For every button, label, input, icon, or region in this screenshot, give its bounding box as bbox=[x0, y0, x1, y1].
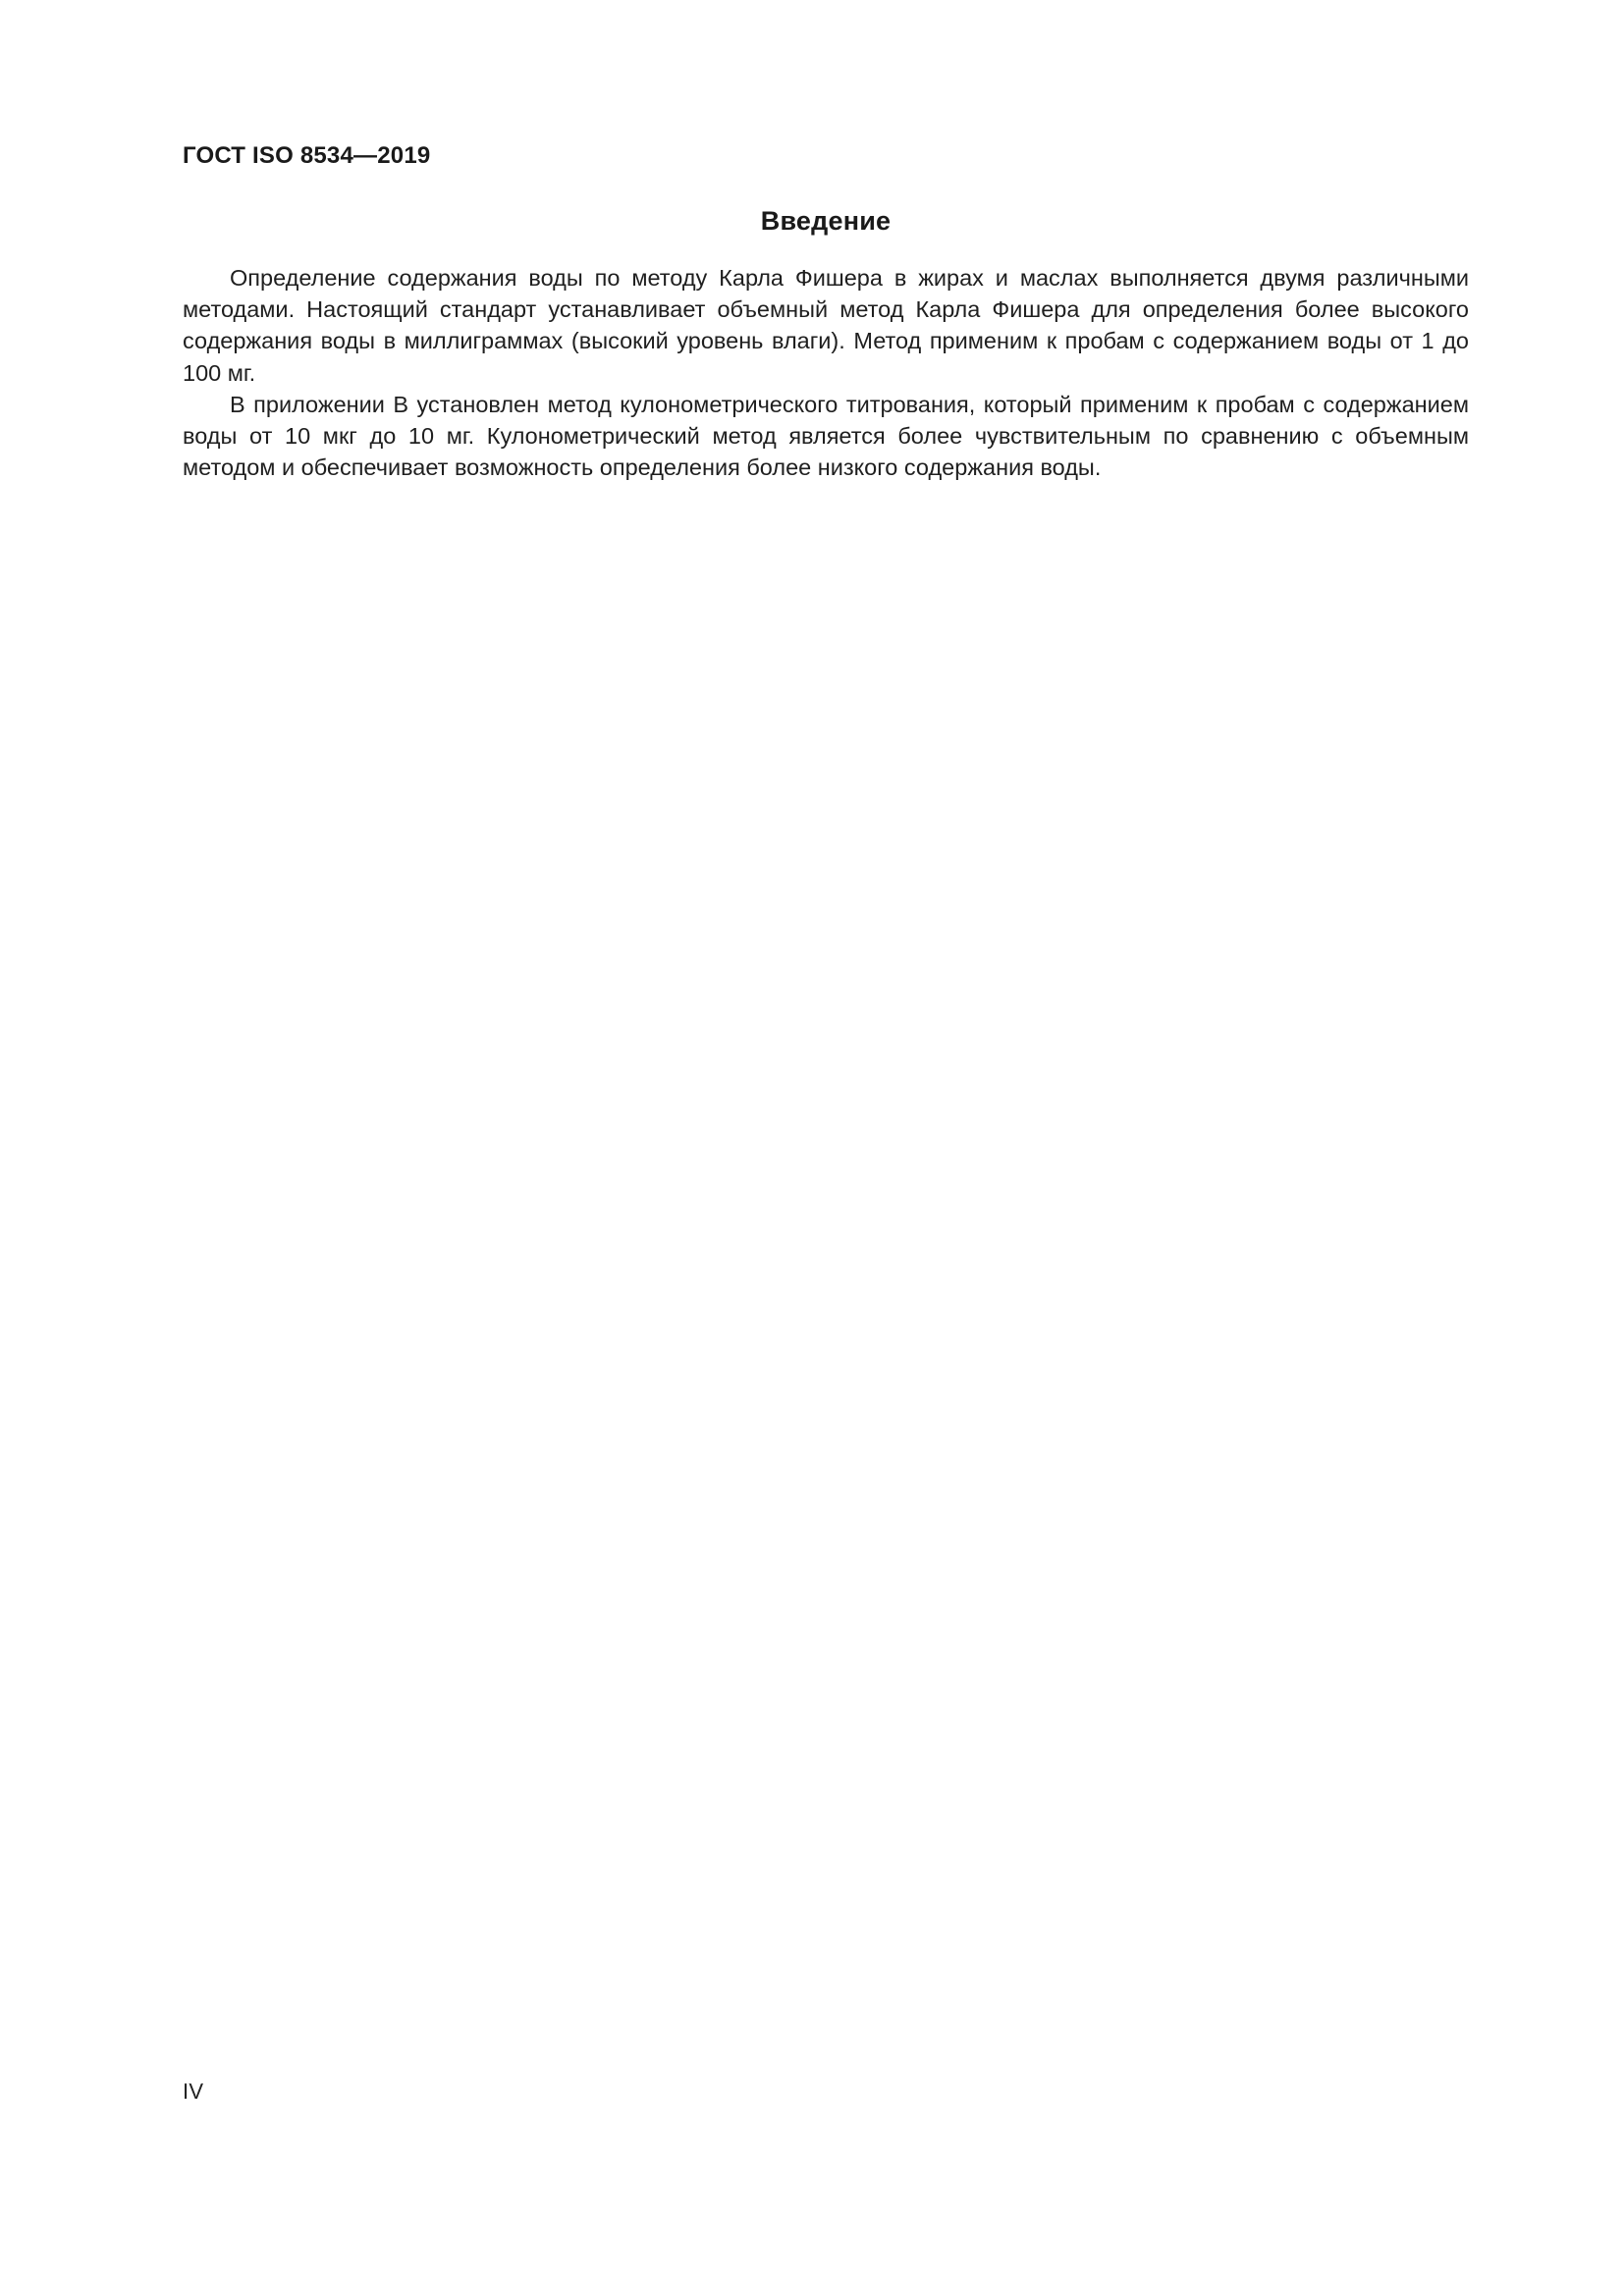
paragraph-1-text: Определение содержания воды по методу Карла Фишера в жирах и маслах выполняется двумя различными методами. Настоящий стандарт устанавливает объемный метод Карла Фишера для определения более высокого содержания воды в миллиграммах (высокий уровень влаги). Метод применим к пробам с содержанием воды от 1 до 100 мг. bbox=[183, 265, 1469, 386]
paragraph-2-text: В приложении В установлен метод кулонометрического титрования, который применим к пробам с содержанием воды от 10 мкг до 10 мг. Кулонометрический метод является более чувствительным по сравнению с объемным методом и обеспечивает возможность определения более низкого содержания воды. bbox=[183, 391, 1469, 481]
page-number: IV bbox=[183, 2079, 204, 2104]
paragraph-1 bbox=[183, 262, 1469, 389]
section-title: Введение bbox=[760, 206, 892, 236]
running-header-standard-number: ГОСТ ISO 8534—2019 bbox=[183, 142, 431, 169]
page-content bbox=[183, 206, 1469, 483]
paragraph-2 bbox=[183, 389, 1469, 484]
